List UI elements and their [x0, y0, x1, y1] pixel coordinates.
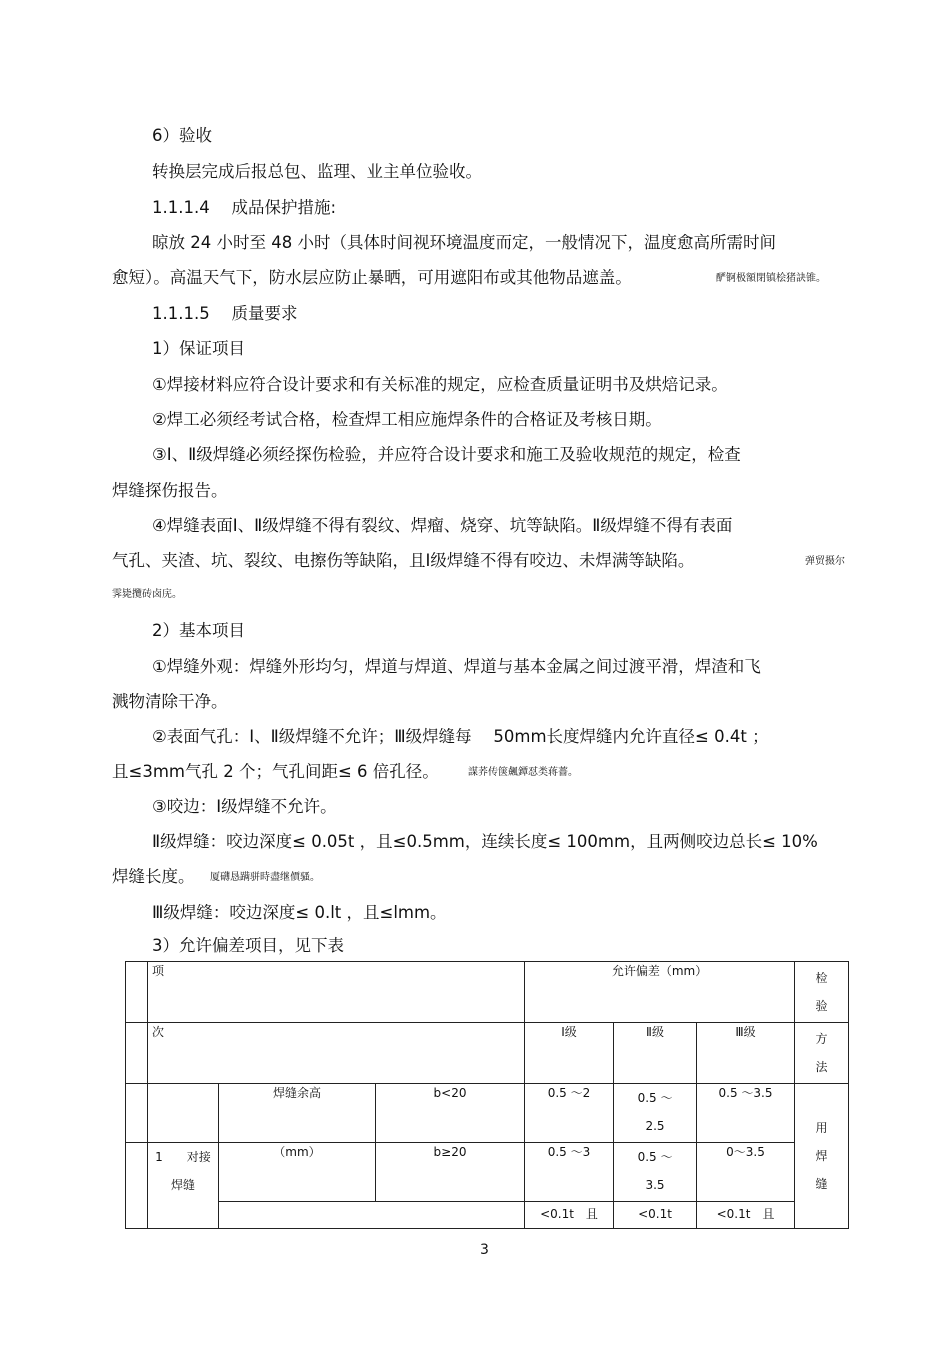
cell-grade-2: 0.5 ～ — [637, 1150, 673, 1164]
header-index: 次 — [152, 1025, 165, 1039]
row-number-butt: 1 对接 — [155, 1150, 211, 1164]
row-name-reinforcement: 焊缝余高 — [272, 1086, 321, 1100]
header-allowed-deviation: 允许偏差（mm） — [611, 964, 708, 978]
watermark-noise: 霁毙攬砖卤庑。 — [112, 589, 182, 600]
header-grade-3: Ⅲ级 — [735, 1025, 756, 1039]
heading-acceptance: 6）验收 — [152, 126, 212, 145]
cell-grade-3: 0～3.5 — [726, 1145, 765, 1159]
header-method-2: 法 — [815, 1060, 828, 1074]
cell-grade-1: <0.1t 且 — [540, 1207, 598, 1221]
watermark-noise: 謀荞传箧飆鐔怼类蒋薔。 — [468, 767, 578, 778]
table-row — [126, 1143, 849, 1202]
paragraph-line: ①焊缝外观：焊缝外形均匀，焊道与焊道、焊道与基本金属之间过渡平滑，焊渣和飞 — [152, 657, 761, 676]
cell-method-1: 用 — [815, 1121, 828, 1135]
paragraph-line: 转换层完成后报总包、监理、业主单位验收。 — [152, 162, 482, 181]
cell-grade-3: <0.1t 且 — [716, 1207, 775, 1221]
header-grade-2: Ⅱ级 — [646, 1025, 664, 1039]
cell-grade-1: 0.5 ～2 — [547, 1086, 591, 1100]
header-method-1: 方 — [815, 1032, 828, 1046]
cell-grade-2: 0.5 ～ — [637, 1091, 673, 1105]
row-unit: （mm） — [273, 1145, 321, 1159]
header-item: 项 — [152, 964, 165, 978]
table-row — [126, 1084, 849, 1143]
table-header-row — [126, 1023, 849, 1084]
paragraph-line: 且≤3mm气孔 2 个；气孔间距≤ 6 倍孔径。 — [112, 762, 439, 781]
paragraph-line: ②焊工必须经考试合格，检查焊工相应施焊条件的合格证及考核日期。 — [152, 410, 662, 429]
cell-grade-1: 0.5 ～3 — [547, 1145, 591, 1159]
paragraph-line: Ⅱ级焊缝：咬边深度≤ 0.05t ，且≤0.5mm，连续长度≤ 100mm，且两侧咬边总长≤ 10% — [152, 832, 818, 851]
row-weld-type: 焊缝 — [170, 1178, 195, 1192]
cell-method-3: 缝 — [815, 1177, 828, 1191]
header-check-1: 检 — [815, 971, 828, 985]
paragraph-line: ③Ⅰ、Ⅱ级焊缝必须经探伤检验，并应符合设计要求和施工及验收规范的规定，检查 — [152, 445, 741, 464]
paragraph-line: 愈短）。高温天气下，防水层应防止暴晒，可用遮阳布或其他物品遮盖。 — [112, 268, 632, 287]
paragraph-line: ①焊接材料应符合设计要求和有关标准的规定，应检查质量证明书及烘焙记录。 — [152, 375, 728, 394]
paragraph-line: 焊缝探伤报告。 — [112, 481, 228, 500]
cell-grade-2: <0.1t — [638, 1207, 672, 1221]
paragraph-line: ③咬边：Ⅰ级焊缝不允许。 — [152, 797, 337, 816]
cell-grade-2-cont: 3.5 — [645, 1178, 665, 1192]
table-caption: 3）允许偏差项目，见下表 — [152, 936, 344, 955]
cell-grade-2-cont: 2.5 — [645, 1119, 665, 1133]
cell-method-2: 焊 — [815, 1149, 828, 1163]
page-number: 3 — [480, 1242, 489, 1258]
subheading-basic: 2）基本项目 — [152, 621, 245, 640]
paragraph-line: 晾放 24 小时至 48 小时（具体时间视环境温度而定，一般情况下，温度愈高所需时间 — [152, 233, 776, 252]
table-row — [126, 1202, 849, 1229]
section-heading-quality: 1.1.1.5 质量要求 — [152, 304, 298, 323]
paragraph-line: Ⅲ级焊缝：咬边深度≤ 0.lt ，且≤lmm。 — [152, 903, 447, 922]
row-condition: b≥20 — [433, 1145, 467, 1159]
subheading-guarantee: 1）保证项目 — [152, 339, 245, 358]
header-check-2: 验 — [815, 999, 828, 1013]
cell-grade-3: 0.5 ～3.5 — [718, 1086, 773, 1100]
watermark-noise: 弹贸摄尔 — [805, 556, 845, 567]
table-header-row — [126, 962, 849, 1023]
paragraph-line: ②表面气孔：Ⅰ、Ⅱ级焊缝不允许；Ⅲ级焊缝每 50mm长度焊缝内允许直径≤ 0.4t ； — [152, 727, 769, 746]
header-grade-1: Ⅰ级 — [561, 1025, 577, 1039]
row-condition: b<20 — [433, 1086, 467, 1100]
paragraph-line: 气孔、夹渣、坑、裂纹、电擦伤等缺陷，且Ⅰ级焊缝不得有咬边、未焊满等缺陷。 — [112, 551, 695, 570]
watermark-noise: 厦礴恳蹒骈時盡继價骚。 — [210, 872, 320, 883]
paragraph-line: 溅物清除干净。 — [112, 692, 228, 711]
tolerance-table — [125, 961, 849, 1229]
section-heading-protection: 1.1.1.4 成品保护措施: — [152, 198, 337, 217]
watermark-noise: 酽锕极額閉镇桧猪訣锥。 — [716, 273, 826, 284]
paragraph-line: ④焊缝表面Ⅰ、Ⅱ级焊缝不得有裂纹、焊瘤、烧穿、坑等缺陷。Ⅱ级焊缝不得有表面 — [152, 516, 733, 535]
paragraph-line: 焊缝长度。 — [112, 867, 195, 886]
